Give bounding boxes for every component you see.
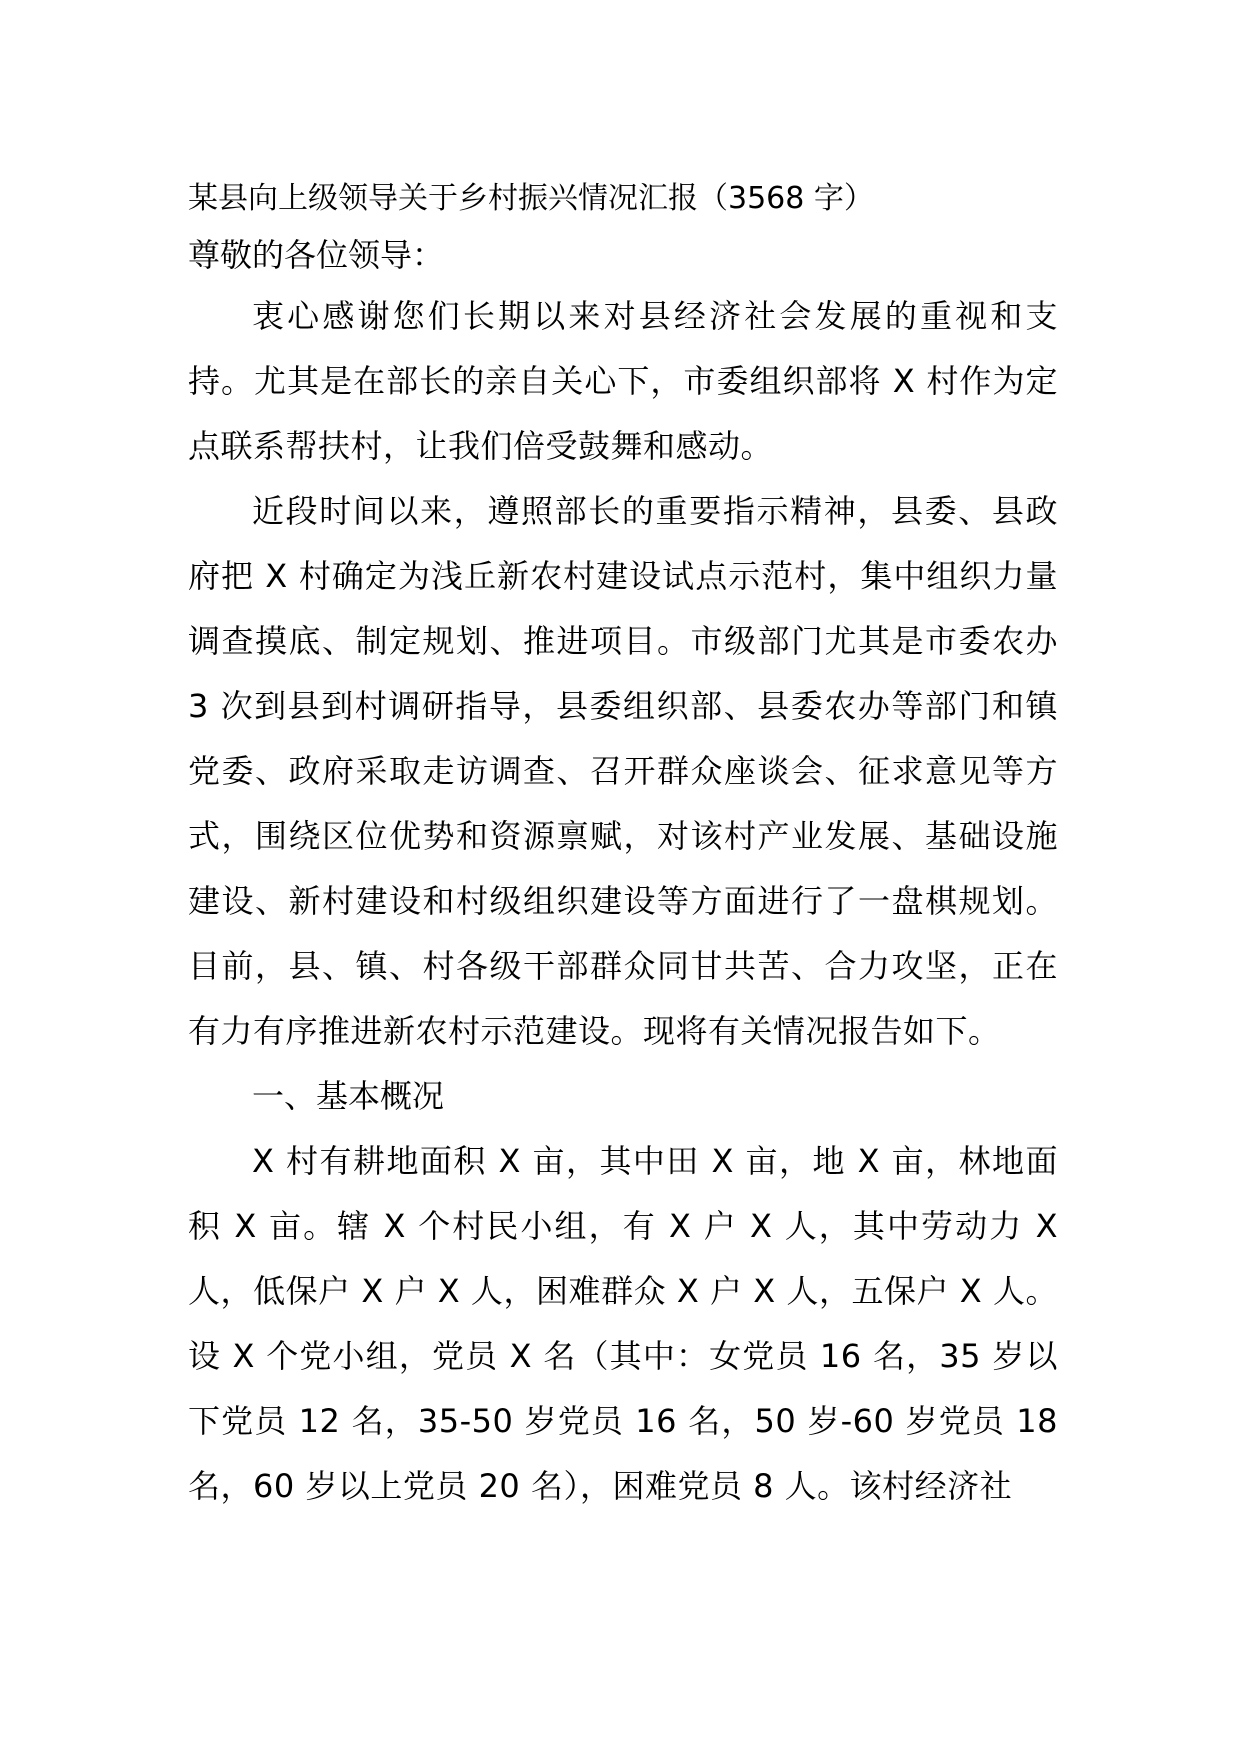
paragraph-recent-work: 近段时间以来，遵照部长的重要指示精神，县委、县政府把 X 村确定为浅丘新农村建设试点示范村，集中组织力量调查摸底、制定规划、推进项目。市级部门尤其是市委农办 3 次到县到村调研指导，县委组织部、县委农办等部门和镇党委、政府采取走访调查、召开群众座谈会、征求意见等方式，围绕区位优势和资源禀赋，对该村产业发展、基础设施建设、新村建设和村级组织建设等方面进行了一盘棋规划。目前，县、镇、村各级干部群众同甘共苦、合力攻坚，正在有力有序推进新农村示范建设。现将有关情况报告如下。 bbox=[188, 492, 1058, 1050]
paragraph-basic-overview: X 村有耕地面积 X 亩，其中田 X 亩，地 X 亩，林地面积 X 亩。辖 X 个村民小组，有 X 户 X 人，其中劳动力 X 人，低保户 X 户 X 人，困难群众 X 户 X 人，五保户 X 人。设 X 个党小组，党员 X 名（其中：女党员 16 名，35 岁以下党员 12 名，35-50 岁党员 16 名，50 岁-60 岁党员 18 名，60 岁以上党员 20 名），困难党员 8 人。该村经济社 bbox=[188, 1142, 1058, 1505]
document-title: 某县向上级领导关于乡村振兴情况汇报（3568 字） bbox=[188, 181, 874, 216]
salutation: 尊敬的各位领导： bbox=[188, 236, 445, 274]
paragraph-thanks: 衷心感谢您们长期以来对县经济社会发展的重视和支持。尤其是在部长的亲自关心下，市委组织部将 X 村作为定点联系帮扶村，让我们倍受鼓舞和感动。 bbox=[188, 297, 1058, 465]
document-page bbox=[188, 172, 1058, 1519]
section-heading-basic-overview: 一、基本概况 bbox=[252, 1077, 445, 1115]
